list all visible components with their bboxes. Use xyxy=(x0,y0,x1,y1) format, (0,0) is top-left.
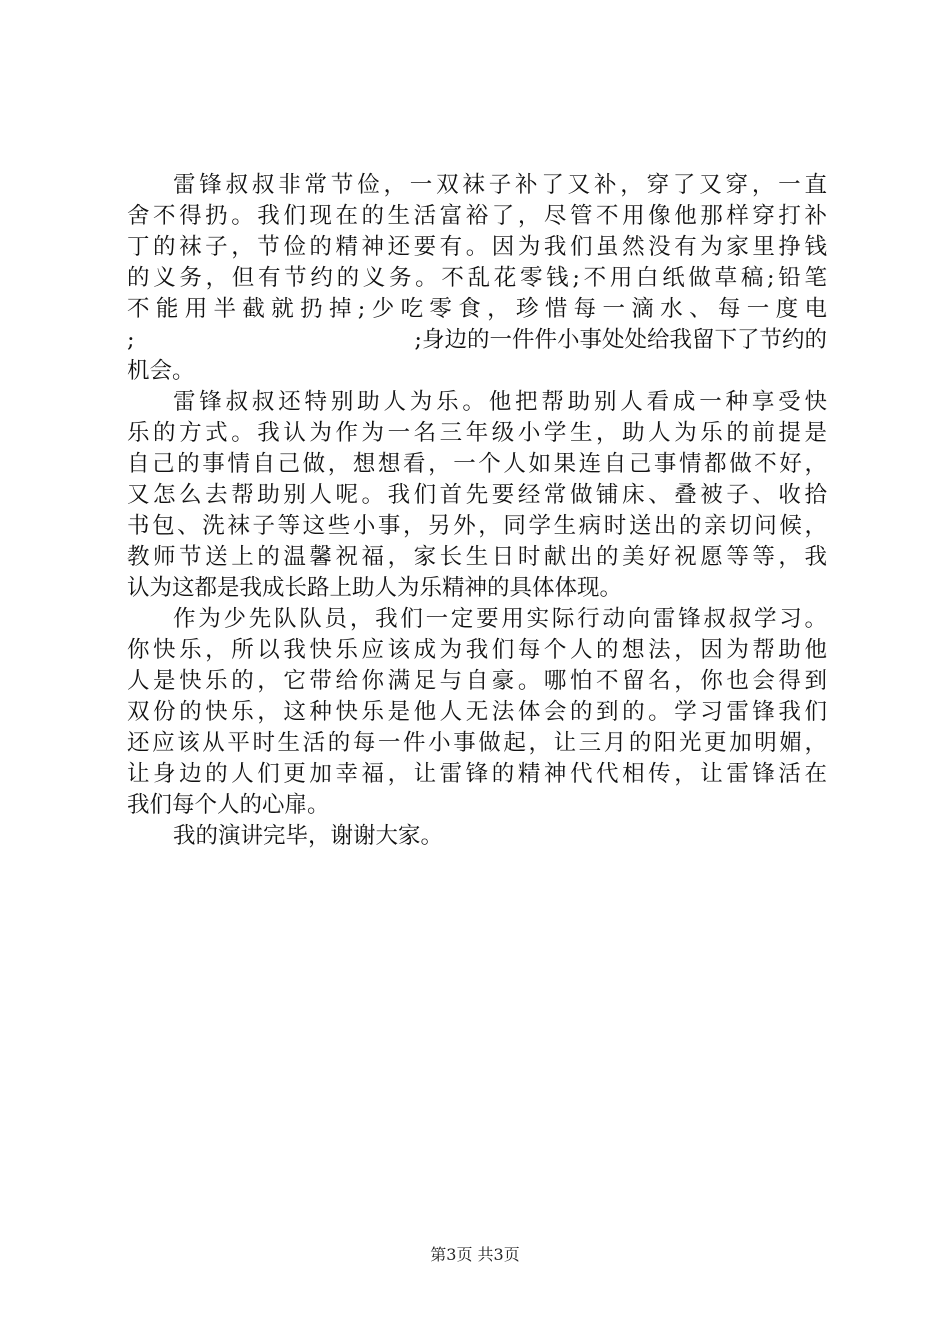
text-line: 丁的袜子，节俭的精神还要有。因为我们虽然没有为家里挣钱 xyxy=(127,234,827,260)
text-line: 你快乐，所以我快乐应该成为我们每个人的想法，因为帮助他 xyxy=(127,637,827,663)
text-line: 的义务，但有节约的义务。不乱花零钱;不用白纸做草稿;铅笔 xyxy=(127,265,827,291)
text-line: 乐的方式。我认为作为一名三年级小学生，助人为乐的前提是 xyxy=(127,420,827,446)
page-number: 第3页 共3页 xyxy=(430,1245,520,1264)
text-line: 我的演讲完毕，谢谢大家。 xyxy=(173,823,444,849)
text-line: 双份的快乐，这种快乐是他人无法体会的到的。学习雷锋我们 xyxy=(127,699,827,725)
paragraph-frugality xyxy=(127,170,827,387)
text-line: 让身边的人们更加幸福，让雷锋的精神代代相传，让雷锋活在 xyxy=(127,761,827,787)
text-line: 书包、洗袜子等这些小事，另外，同学生病时送出的亲切问候， xyxy=(127,513,827,539)
text-line: 认为这都是我成长路上助人为乐精神的具体体现。 xyxy=(127,575,623,601)
text-line: 又怎么去帮助别人呢。我们首先要经常做铺床、叠被子、收拾 xyxy=(127,482,827,508)
text-line: 还应该从平时生活的每一件小事做起，让三月的阳光更加明媚， xyxy=(127,730,827,756)
paragraph-helping-others xyxy=(127,387,827,604)
text-fragment: ; xyxy=(127,327,135,353)
text-line: 教师节送上的温馨祝福，家长生日时献出的美好祝愿等等，我 xyxy=(127,544,827,570)
paragraph-young-pioneers xyxy=(127,604,827,821)
document-body xyxy=(127,170,827,852)
text-line: 雷锋叔叔非常节俭，一双袜子补了又补，穿了又穿，一直 xyxy=(173,172,827,198)
text-line: 雷锋叔叔还特别助人为乐。他把帮助别人看成一种享受快 xyxy=(173,389,827,415)
paragraph-closing xyxy=(127,821,827,852)
text-line: 人是快乐的，它带给你满足与自豪。哪怕不留名，你也会得到 xyxy=(127,668,827,694)
text-line: 机会。 xyxy=(127,358,195,384)
text-line: 自己的事情自己做，想想看，一个人如果连自己事情都做不好， xyxy=(127,451,827,477)
text-line: 作为少先队队员，我们一定要用实际行动向雷锋叔叔学习。 xyxy=(173,606,827,632)
text-line: 舍不得扔。我们现在的生活富裕了，尽管不用像他那样穿打补 xyxy=(127,203,827,229)
text-line-split xyxy=(127,325,827,356)
text-fragment: ;身边的一件件小事处处给我留下了节约的 xyxy=(414,327,827,353)
text-line: 我们每个人的心扉。 xyxy=(127,792,330,818)
text-line: 不能用半截就扔掉;少吃零食，珍惜每一滴水、每一度电 xyxy=(127,296,827,322)
